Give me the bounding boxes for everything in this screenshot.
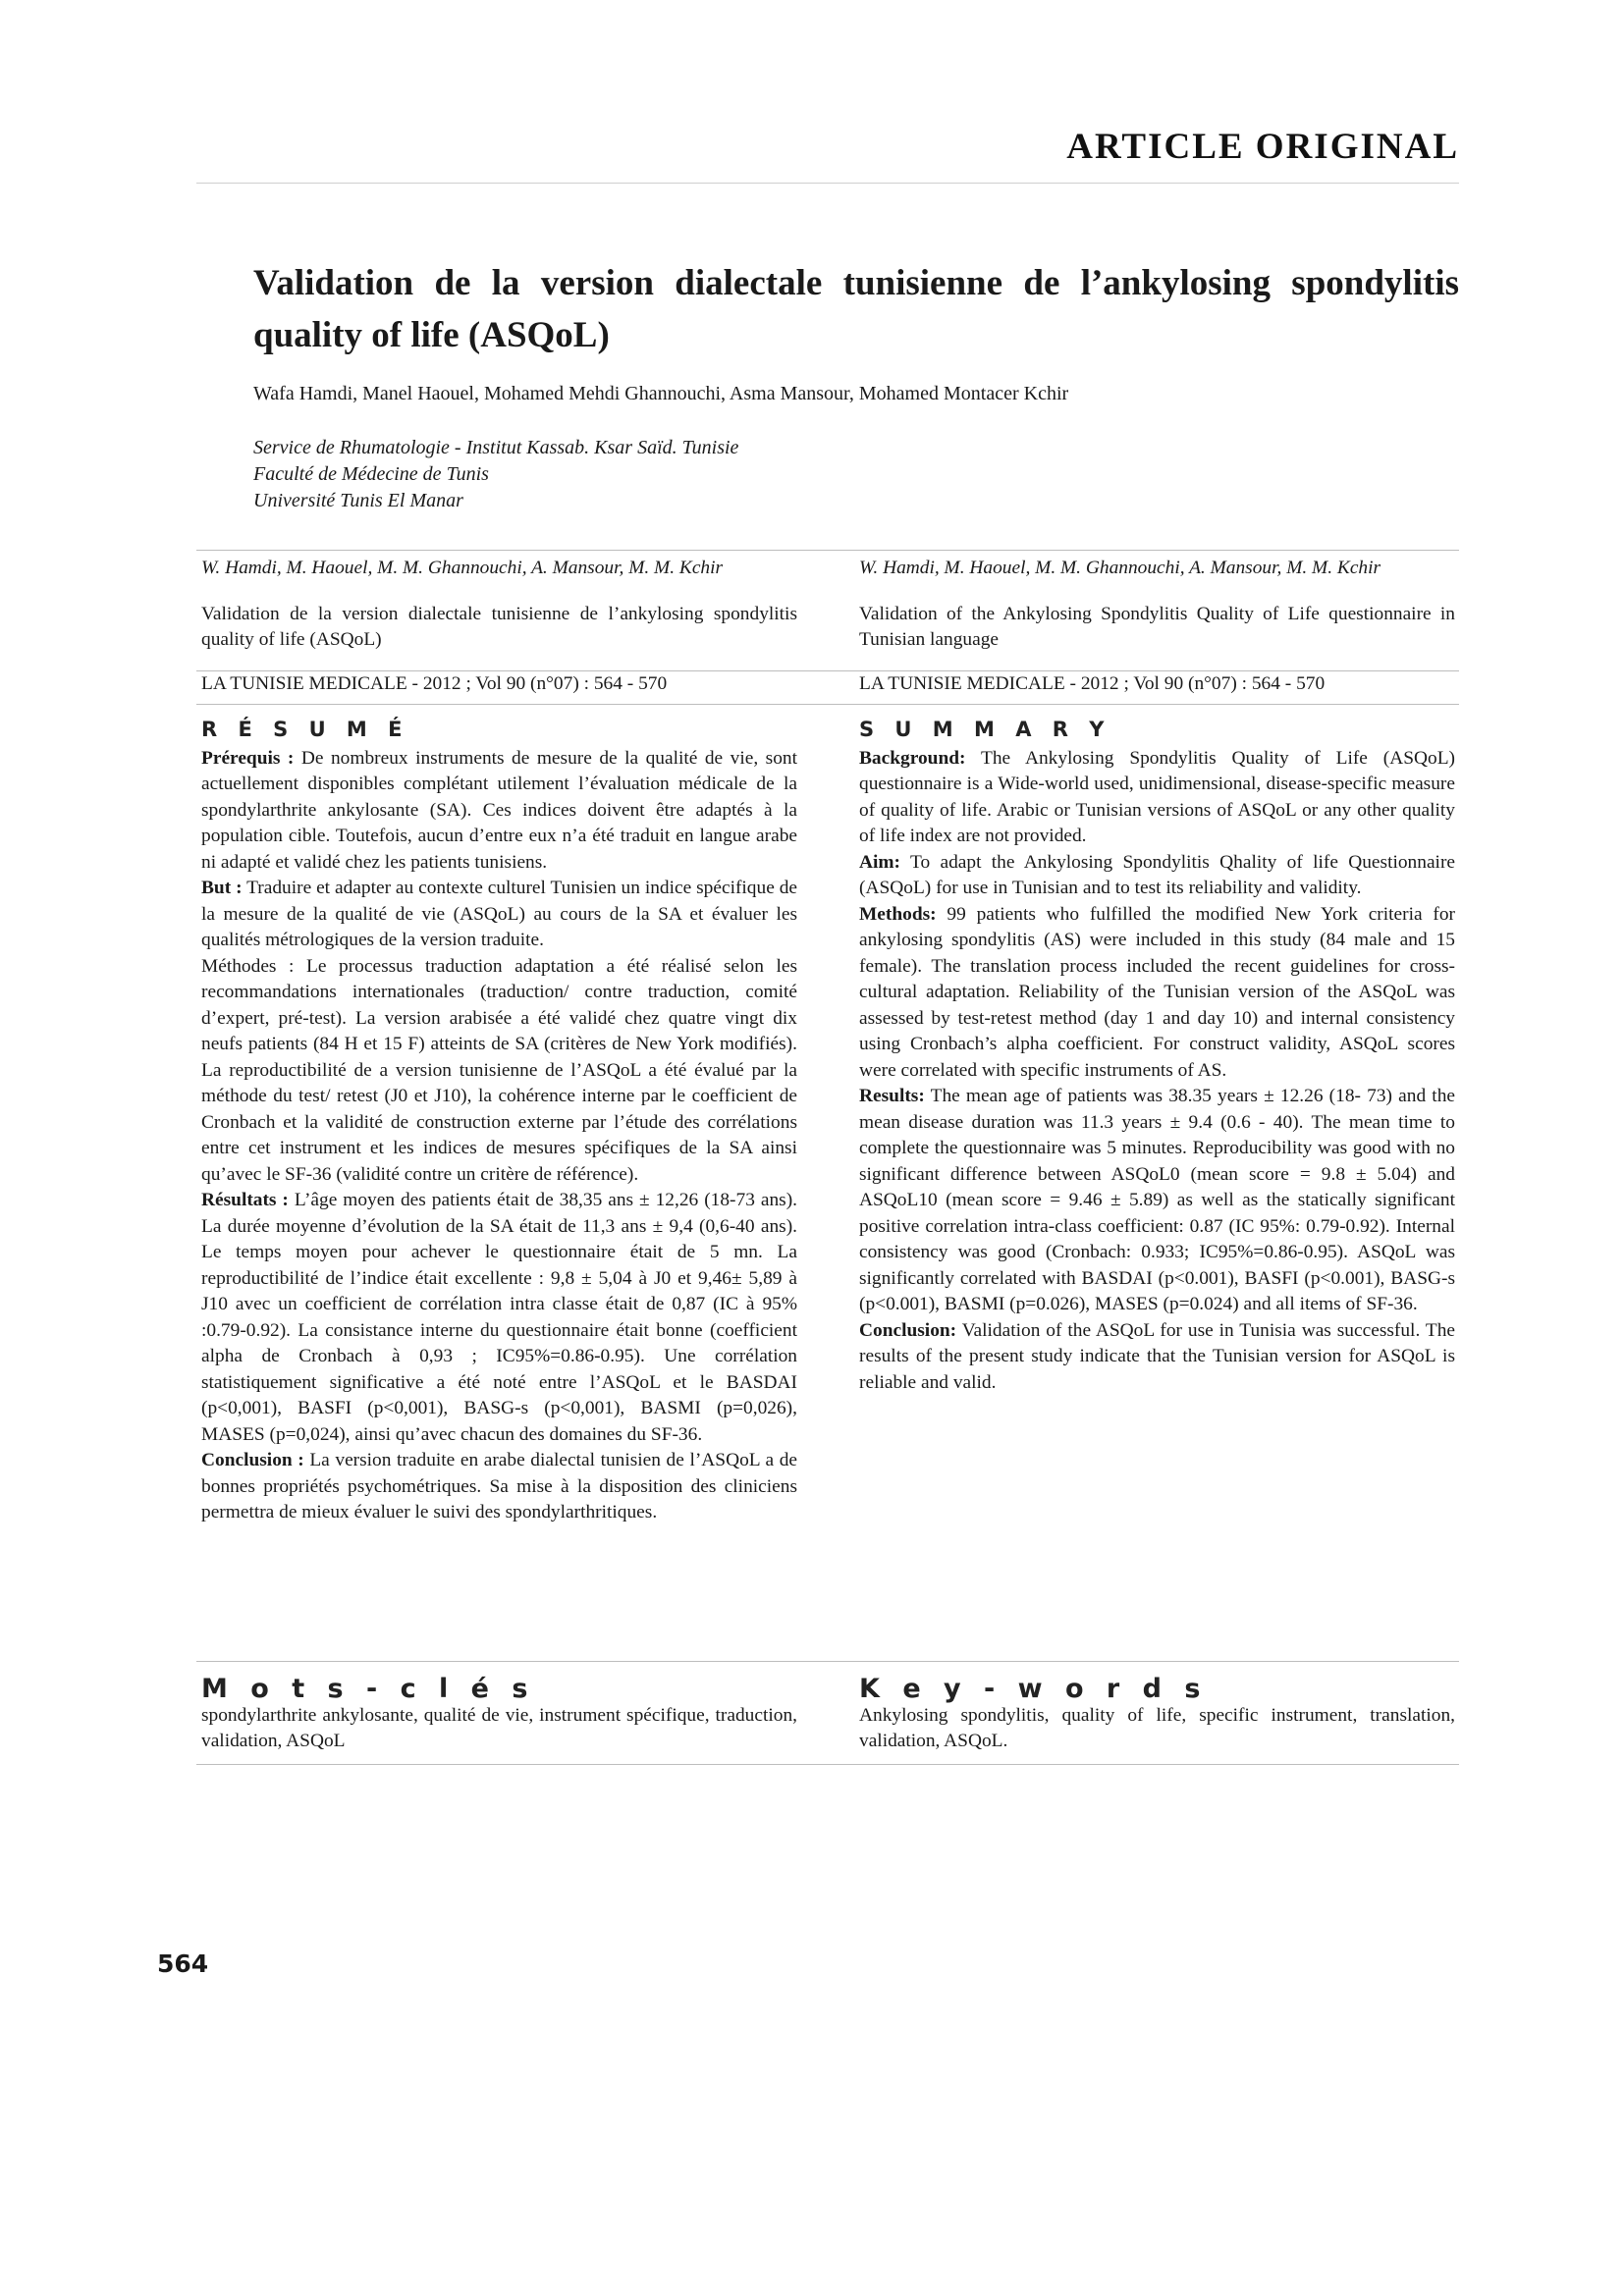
keywords-top-divider — [196, 1661, 1459, 1662]
resume-but — [201, 876, 797, 954]
summary-methods — [859, 902, 1455, 1085]
citation-fr — [201, 556, 797, 697]
citation-authors: W. Hamdi, M. Haouel, M. M. Ghannouchi, A. Mansour, M. M. Kchir — [859, 558, 1381, 578]
aim-text: To adapt the Ankylosing Spondylitis Qhality of life Questionnaire (ASQoL) for use in Tunisian and to test its reliability and validity. — [859, 851, 1456, 898]
affiliation-line: Université Tunis El Manar — [253, 490, 463, 511]
results-text: The mean age of patients was 38.35 years ± 12.26 (18- 73) and the mean disease duration was 11.3 years ± 9.4 (0.6 - 40). The mean time to complete the questionnaire was 5 minutes. Reproducibility was good with no significant difference between ASQoL0 (mean score = 9.8 ± 5.04) and ASQoL10 (mean score = 9.46 ± 5.89) as well as the statically significant positive correlation intra-class coefficient: 0.87 (IC 95%: 0.79-0.92). Internal consistency was good (Cronbach: 0.933; IC95%=0.86-0.95). ASQoL was significantly correlated with BASDAI (p<0.001), BASFI (p<0.001), BASG-s (p<0.001), BASMI (p=0.026), MASES (p=0.024) and all items of SF-36. — [859, 1086, 1455, 1314]
summary-conclusion — [859, 1318, 1455, 1397]
but-text: Traduire et adapter au contexte culturel Tunisien un indice spécifique de la mesure de la qualité de vie (ASQoL) au cours de la SA et évaluer les qualités métrologiques de la version traduite. — [201, 878, 798, 950]
keywords-fr — [201, 1674, 797, 1755]
summary-background — [859, 746, 1455, 850]
conclusion-label: Conclusion : — [201, 1450, 304, 1470]
resume-section — [201, 717, 797, 1526]
keywords-en-text: Ankylosing spondylitis, quality of life, specific instrument, translation, validation, ASQoL. — [859, 1704, 1455, 1751]
citation-en — [859, 556, 1455, 697]
background-text: The Ankylosing Spondylitis Quality of Life (ASQoL) questionnaire is a Wide-world used, unidimensional, disease-specific measure of quality of life. Arabic or Tunisian versions of ASQoL or any other quality of life index are not provided. — [859, 747, 1456, 846]
results-label: Results: — [859, 1086, 925, 1106]
methods-label: Methods: — [859, 903, 937, 925]
summary-conclusion-label: Conclusion: — [859, 1319, 957, 1341]
resultats-label: Résultats : — [201, 1190, 289, 1210]
summary-heading: S U M M A R Y — [859, 718, 1111, 741]
article-title: Validation de la version dialectale tunisienne de l’ankylosing spondylitis quality of life (ASQoL) — [253, 263, 1459, 355]
summary-section — [859, 717, 1455, 1396]
but-label: But : — [201, 878, 243, 898]
affiliation-line: Faculté de Médecine de Tunis — [253, 463, 489, 485]
summary-results — [859, 1084, 1455, 1318]
affiliations — [253, 435, 738, 514]
methods-text: 99 patients who fulfilled the modified New York criteria for ankylosing spondylitis (AS) were included in this study (84 male and 15 female). The translation process included the recent guidelines for cross-cultural adaptation. Reliability of the Tunisian version of the ASQoL was assessed by test-retest method (day 1 and day 10) and internal consistency using Cronbach’s alpha coefficient. For construct validity, ASQoL scores were correlated with specific instruments of AS. — [859, 903, 1455, 1081]
resume-conclusion — [201, 1448, 797, 1526]
journal-reference: LA TUNISIE MEDICALE - 2012 ; Vol 90 (n°07) : 564 - 570 — [859, 672, 1326, 694]
keywords-en — [859, 1674, 1455, 1755]
prerequis-text: De nombreux instruments de mesure de la qualité de vie, sont actuellement disponibles complétant utilement l’évaluation médicale de la spondylarthrite ankylosante (SA). Ces indices doivent être adaptés à la population cible. Toutefois, aucun d’entre eux n’a été traduit en langue arabe ni adapté et validé chez les patients tunisiens. — [201, 747, 797, 873]
citation-bottom-divider — [196, 704, 1459, 705]
keywords-bottom-divider — [196, 1764, 1459, 1765]
page-number: 564 — [157, 1949, 209, 1978]
keywords-en-heading: K e y - w o r d s — [859, 1674, 1208, 1704]
author-list: Wafa Hamdi, Manel Haouel, Mohamed Mehdi Ghannouchi, Asma Mansour, Mohamed Montacer Kchir — [253, 383, 1069, 404]
citation-title: Validation of the Ankylosing Spondylitis Quality of Life questionnaire in Tunisian language — [859, 603, 1455, 650]
keywords-fr-text: spondylarthrite ankylosante, qualité de vie, instrument spécifique, traduction, validation, ASQoL — [201, 1704, 797, 1751]
affiliation-line: Service de Rhumatologie - Institut Kassab. Ksar Saïd. Tunisie — [253, 437, 739, 458]
header-divider — [196, 183, 1459, 184]
keywords-fr-heading: M o t s - c l é s — [201, 1674, 535, 1704]
conclusion-text: La version traduite en arabe dialectal tunisien de l’ASQoL a de bonnes propriétés psychométriques. Sa mise à la disposition des cliniciens permettra de mieux évaluer le suivi des spondylarthritiques. — [201, 1450, 797, 1522]
resume-resultats — [201, 1188, 797, 1448]
citation-title: Validation de la version dialectale tunisienne de l’ankylosing spondylitis quality of life (ASQoL) — [201, 603, 797, 650]
background-label: Background: — [859, 747, 966, 769]
citation-top-divider — [196, 550, 1459, 551]
journal-reference: LA TUNISIE MEDICALE - 2012 ; Vol 90 (n°07) : 564 - 570 — [201, 672, 668, 694]
aim-label: Aim: — [859, 851, 901, 873]
resultats-text: L’âge moyen des patients était de 38,35 ans ± 12,26 (18-73 ans). La durée moyenne d’évolution de la SA était de 11,3 ans ± 9,4 (0,6-40 ans). Le temps moyen pour achever le questionnaire était de 5 mn. La reproductibilité de l’indice était excellente : 9,8 ± 5,04 à J0 et 9,46± 5,89 à J10 avec un coefficient de corrélation intra classe était de 0,87 (IC à 95% :0.79-0.92). La consistance interne du questionnaire était bonne (coefficient alpha de Cronbach à 0,93 ; IC95%=0.86-0.95). Une corrélation statistiquement significative a été noté entre l’ASQoL et le BASDAI (p<0,001), BASFI (p<0,001), BASG-s (p<0,001), BASMI (p=0,026), MASES (p=0,024), ainsi qu’avec chacun des domaines du SF-36. — [201, 1190, 797, 1445]
resume-methodes: Méthodes : Le processus traduction adaptation a été réalisé selon les recommandations internationales (traduction/ contre traduction, comité d’expert, pré-test). La version arabisée a été validé chez quatre vingt dix neufs patients (84 H et 15 F) atteints de SA (critères de New York modifiés). La reproductibilité de a version tunisienne de l’ASQoL a été évalué par la méthode du test/ retest (J0 et J10), la cohérence interne par le coefficient de Cronbach et la validité de construction externe par l’étude des corrélations entre cet instrument et les indices de mesures spécifiques de la SA ainsi qu’avec le SF-36 (validité contre un critère de référence). — [201, 955, 797, 1185]
citation-authors: W. Hamdi, M. Haouel, M. M. Ghannouchi, A. Mansour, M. M. Kchir — [201, 558, 724, 578]
resume-heading: R É S U M É — [201, 718, 409, 741]
prerequis-label: Prérequis : — [201, 747, 295, 769]
summary-aim — [859, 850, 1455, 902]
resume-prerequis — [201, 746, 797, 877]
summary-conclusion-text: Validation of the ASQoL for use in Tunisia was successful. The results of the present study indicate that the Tunisian version for ASQoL is reliable and valid. — [859, 1319, 1455, 1393]
section-label: ARTICLE ORIGINAL — [1066, 127, 1459, 167]
